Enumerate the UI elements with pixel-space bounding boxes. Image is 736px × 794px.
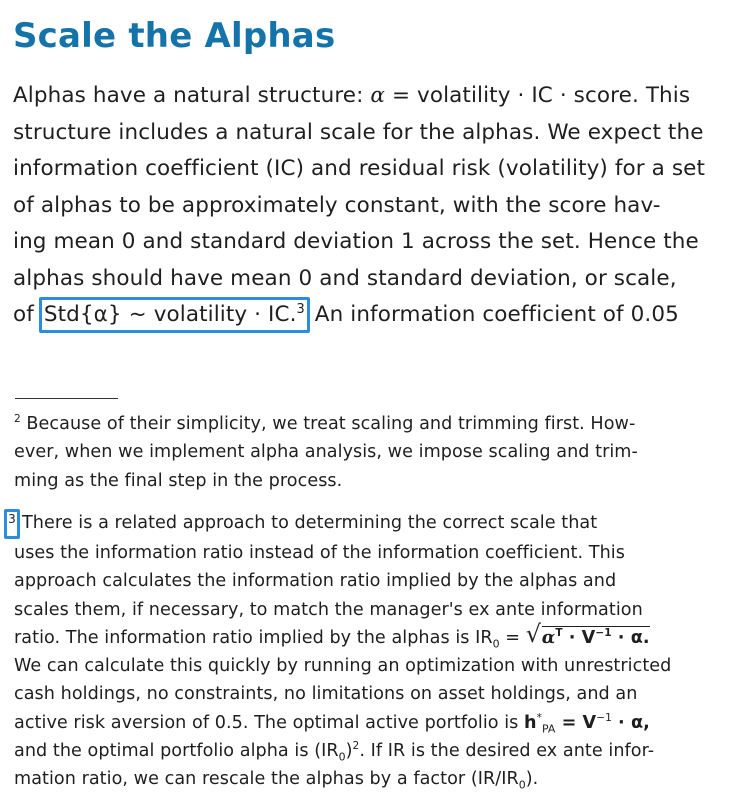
optimal-formula-line: active risk aversion of 0.5. The optimal active portfolio is $h^*_{PA} = V^{-1} \cdot \alpha$, — [14, 711, 650, 736]
paragraph-line: structure includes a natural scale for the alphas. We expect the — [13, 119, 704, 145]
footnote-3: 3 There is a related approach to determining the correct scale that uses the information ratio instead of the information coefficient. This approach calculates the information ratio implied by the alphas and scales them, if necessary, to match the manager's ex ante information ratio. The information ratio implied by the alphas is $IR_0$ = √ $\alpha^T \cdot V^{-1} \cdot \alpha$. We can calculate this quickly by running an optimization with unrestricted cash holdings, no constraints, no limitations on asset holdings, and an active risk aversion of 0.5. The optimal active portfolio is $h^*_{PA} = V^{-1} \cdot \alpha$, and the optimal portfolio alpha is $(IR_0)^2$. If IR is the desired ex ante infor- mation ratio, we can rescale the alphas by a factor $(IR/IR_0)$. — [14, 509, 736, 794]
paragraph-line: information coefficient (IC) and residual risk (volatility) for a set — [13, 156, 706, 181]
paragraph-line: Alphas have a natural structure: α = volatility · IC · score. This — [13, 83, 691, 108]
main-paragraph — [13, 78, 733, 334]
footnote-number: 2 — [14, 413, 21, 426]
footnote-number-highlight[interactable]: 3 — [4, 509, 20, 539]
ratio-formula-line: ratio. The information ratio implied by the alphas is $IR_0$ = √ $\alpha^T \cdot V^{-1} \cdot \alpha$. — [14, 619, 650, 651]
sqrt-formula: √ $\alpha^T \cdot V^{-1} \cdot \alpha$. — [525, 619, 650, 648]
page-title: Scale the Alphas — [13, 16, 336, 56]
paragraph-line: of Std{α} ~ volatility · IC.$^3$ An information coefficient of 0.05 — [13, 297, 733, 334]
footnote-ref: 3 — [296, 301, 305, 317]
paragraph-line: ing mean 0 and standard deviation 1 across the set. Hence the — [13, 229, 699, 254]
paragraph-line: of alphas to be approximately constant, with the score hav- — [13, 192, 661, 218]
paragraph-line: alphas should have mean 0 and standard deviation, or scale, — [13, 265, 677, 291]
alpha-symbol: α — [370, 83, 386, 108]
footnote-2: $^2$ Because of their simplicity, we treat scaling and trimming first. How- ever, when we implement alpha analysis, we impose scaling and trim- ming as the final step in the process. — [14, 413, 638, 491]
footnote-divider — [15, 398, 118, 399]
highlighted-formula[interactable]: Std{α} ~ volatility · IC.$^3$ — [39, 297, 310, 333]
